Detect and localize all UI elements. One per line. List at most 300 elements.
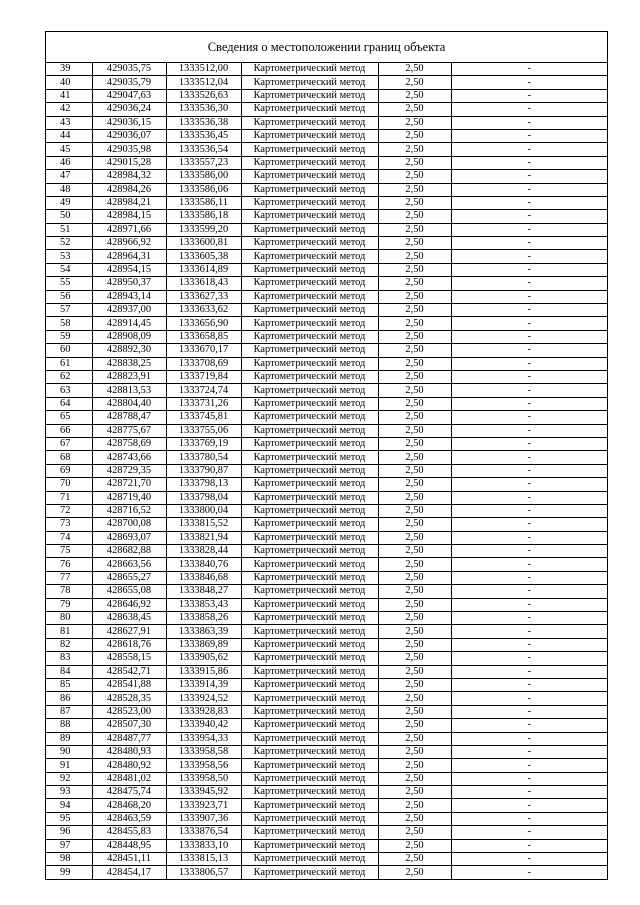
method-cell: Картометрический метод (241, 370, 378, 383)
y-coordinate-cell: 1333958,58 (166, 745, 241, 758)
x-coordinate-cell: 428454,17 (92, 866, 166, 879)
y-coordinate-cell: 1333614,89 (166, 263, 241, 276)
method-cell: Картометрический метод (241, 504, 378, 517)
x-coordinate-cell: 428480,92 (92, 759, 166, 772)
table-row (46, 652, 607, 665)
y-coordinate-cell: 1333800,04 (166, 504, 241, 517)
y-coordinate-cell: 1333769,19 (166, 437, 241, 450)
description-cell: - (451, 812, 607, 825)
point-number-cell: 72 (46, 504, 92, 517)
point-number-cell: 97 (46, 839, 92, 852)
x-coordinate-cell: 428966,92 (92, 237, 166, 250)
description-cell: - (451, 223, 607, 236)
description-cell: - (451, 290, 607, 303)
y-coordinate-cell: 1333876,54 (166, 826, 241, 839)
y-coordinate-cell: 1333780,54 (166, 451, 241, 464)
table-row (46, 866, 607, 879)
description-cell: - (451, 866, 607, 879)
table-row (46, 719, 607, 732)
table-row (46, 397, 607, 410)
accuracy-cell: 2,50 (378, 504, 451, 517)
point-number-cell: 77 (46, 571, 92, 584)
method-cell: Картометрический метод (241, 116, 378, 129)
method-cell: Картометрический метод (241, 129, 378, 142)
table-row (46, 531, 607, 544)
accuracy-cell: 2,50 (378, 665, 451, 678)
accuracy-cell: 2,50 (378, 478, 451, 491)
method-cell: Картометрический метод (241, 759, 378, 772)
method-cell: Картометрический метод (241, 451, 378, 464)
point-number-cell: 91 (46, 759, 92, 772)
description-cell: - (451, 491, 607, 504)
description-cell: - (451, 156, 607, 169)
description-cell: - (451, 665, 607, 678)
y-coordinate-cell: 1333670,17 (166, 344, 241, 357)
method-cell: Картометрический метод (241, 317, 378, 330)
method-cell: Картометрический метод (241, 558, 378, 571)
method-cell: Картометрический метод (241, 545, 378, 558)
description-cell: - (451, 638, 607, 651)
y-coordinate-cell: 1333815,52 (166, 518, 241, 531)
method-cell: Картометрический метод (241, 263, 378, 276)
description-cell: - (451, 571, 607, 584)
table-row (46, 665, 607, 678)
y-coordinate-cell: 1333828,44 (166, 545, 241, 558)
table-row (46, 518, 607, 531)
description-cell: - (451, 63, 607, 76)
method-cell: Картометрический метод (241, 799, 378, 812)
accuracy-cell: 2,50 (378, 719, 451, 732)
method-cell: Картометрический метод (241, 826, 378, 839)
table-row (46, 129, 607, 142)
table-row (46, 545, 607, 558)
method-cell: Картометрический метод (241, 665, 378, 678)
table-row (46, 250, 607, 263)
point-number-cell: 69 (46, 464, 92, 477)
method-cell: Картометрический метод (241, 89, 378, 102)
accuracy-cell: 2,50 (378, 143, 451, 156)
y-coordinate-cell: 1333536,38 (166, 116, 241, 129)
description-cell: - (451, 196, 607, 209)
method-cell: Картометрический метод (241, 786, 378, 799)
description-cell: - (451, 357, 607, 370)
description-cell: - (451, 210, 607, 223)
method-cell: Картометрический метод (241, 210, 378, 223)
point-number-cell: 41 (46, 89, 92, 102)
y-coordinate-cell: 1333745,81 (166, 411, 241, 424)
x-coordinate-cell: 428984,15 (92, 210, 166, 223)
x-coordinate-cell: 428892,30 (92, 344, 166, 357)
x-coordinate-cell: 428682,88 (92, 545, 166, 558)
accuracy-cell: 2,50 (378, 304, 451, 317)
table-row (46, 183, 607, 196)
method-cell: Картометрический метод (241, 424, 378, 437)
description-cell: - (451, 451, 607, 464)
accuracy-cell: 2,50 (378, 745, 451, 758)
method-cell: Картометрический метод (241, 839, 378, 852)
x-coordinate-cell: 428448,95 (92, 839, 166, 852)
accuracy-cell: 2,50 (378, 411, 451, 424)
description-cell: - (451, 652, 607, 665)
accuracy-cell: 2,50 (378, 464, 451, 477)
accuracy-cell: 2,50 (378, 384, 451, 397)
x-coordinate-cell: 428716,52 (92, 504, 166, 517)
y-coordinate-cell: 1333557,23 (166, 156, 241, 169)
x-coordinate-cell: 428663,56 (92, 558, 166, 571)
x-coordinate-cell: 428804,40 (92, 397, 166, 410)
x-coordinate-cell: 428523,00 (92, 705, 166, 718)
table-row (46, 223, 607, 236)
method-cell: Картометрический метод (241, 491, 378, 504)
accuracy-cell: 2,50 (378, 250, 451, 263)
method-cell: Картометрический метод (241, 290, 378, 303)
x-coordinate-cell: 429035,79 (92, 76, 166, 89)
accuracy-cell: 2,50 (378, 853, 451, 866)
point-number-cell: 87 (46, 705, 92, 718)
point-number-cell: 85 (46, 678, 92, 691)
point-number-cell: 89 (46, 732, 92, 745)
accuracy-cell: 2,50 (378, 866, 451, 879)
accuracy-cell: 2,50 (378, 437, 451, 450)
description-cell: - (451, 344, 607, 357)
method-cell: Картометрический метод (241, 143, 378, 156)
y-coordinate-cell: 1333633,62 (166, 304, 241, 317)
table-row (46, 156, 607, 169)
y-coordinate-cell: 1333863,39 (166, 625, 241, 638)
accuracy-cell: 2,50 (378, 223, 451, 236)
description-cell: - (451, 437, 607, 450)
y-coordinate-cell: 1333914,39 (166, 678, 241, 691)
accuracy-cell: 2,50 (378, 344, 451, 357)
y-coordinate-cell: 1333846,68 (166, 571, 241, 584)
y-coordinate-cell: 1333586,00 (166, 170, 241, 183)
y-coordinate-cell: 1333907,36 (166, 812, 241, 825)
accuracy-cell: 2,50 (378, 89, 451, 102)
x-coordinate-cell: 428655,27 (92, 571, 166, 584)
y-coordinate-cell: 1333586,11 (166, 196, 241, 209)
accuracy-cell: 2,50 (378, 317, 451, 330)
description-cell: - (451, 370, 607, 383)
table-row (46, 504, 607, 517)
x-coordinate-cell: 429036,15 (92, 116, 166, 129)
y-coordinate-cell: 1333755,06 (166, 424, 241, 437)
table-row (46, 571, 607, 584)
method-cell: Картометрический метод (241, 170, 378, 183)
y-coordinate-cell: 1333586,06 (166, 183, 241, 196)
table-row (46, 464, 607, 477)
x-coordinate-cell: 428743,66 (92, 451, 166, 464)
method-cell: Картометрический метод (241, 223, 378, 236)
table-row (46, 237, 607, 250)
table-row (46, 263, 607, 276)
x-coordinate-cell: 428638,45 (92, 612, 166, 625)
description-cell: - (451, 263, 607, 276)
table-row (46, 196, 607, 209)
point-number-cell: 73 (46, 518, 92, 531)
point-number-cell: 98 (46, 853, 92, 866)
x-coordinate-cell: 428542,71 (92, 665, 166, 678)
table-row (46, 478, 607, 491)
point-number-cell: 55 (46, 277, 92, 290)
accuracy-cell: 2,50 (378, 799, 451, 812)
x-coordinate-cell: 428729,35 (92, 464, 166, 477)
table-row (46, 357, 607, 370)
y-coordinate-cell: 1333924,52 (166, 692, 241, 705)
table-row (46, 437, 607, 450)
y-coordinate-cell: 1333840,76 (166, 558, 241, 571)
x-coordinate-cell: 428908,09 (92, 330, 166, 343)
point-number-cell: 81 (46, 625, 92, 638)
method-cell: Картометрический метод (241, 478, 378, 491)
table-row (46, 772, 607, 785)
method-cell: Картометрический метод (241, 531, 378, 544)
y-coordinate-cell: 1333512,00 (166, 63, 241, 76)
y-coordinate-cell: 1333853,43 (166, 598, 241, 611)
point-number-cell: 92 (46, 772, 92, 785)
y-coordinate-cell: 1333915,86 (166, 665, 241, 678)
x-coordinate-cell: 428455,83 (92, 826, 166, 839)
x-coordinate-cell: 429036,07 (92, 129, 166, 142)
x-coordinate-cell: 428719,40 (92, 491, 166, 504)
point-number-cell: 96 (46, 826, 92, 839)
x-coordinate-cell: 428475,74 (92, 786, 166, 799)
accuracy-cell: 2,50 (378, 839, 451, 852)
description-cell: - (451, 237, 607, 250)
point-number-cell: 47 (46, 170, 92, 183)
method-cell: Картометрический метод (241, 652, 378, 665)
table-body (46, 63, 607, 879)
table-row (46, 411, 607, 424)
x-coordinate-cell: 428558,15 (92, 652, 166, 665)
method-cell: Картометрический метод (241, 705, 378, 718)
x-coordinate-cell: 428655,08 (92, 585, 166, 598)
y-coordinate-cell: 1333536,45 (166, 129, 241, 142)
description-cell: - (451, 116, 607, 129)
accuracy-cell: 2,50 (378, 678, 451, 691)
table-row (46, 170, 607, 183)
accuracy-cell: 2,50 (378, 129, 451, 142)
x-coordinate-cell: 428468,20 (92, 799, 166, 812)
point-number-cell: 63 (46, 384, 92, 397)
method-cell: Картометрический метод (241, 598, 378, 611)
description-cell: - (451, 424, 607, 437)
accuracy-cell: 2,50 (378, 210, 451, 223)
description-cell: - (451, 545, 607, 558)
accuracy-cell: 2,50 (378, 290, 451, 303)
point-number-cell: 65 (46, 411, 92, 424)
method-cell: Картометрический метод (241, 732, 378, 745)
table-row (46, 344, 607, 357)
accuracy-cell: 2,50 (378, 518, 451, 531)
description-cell: - (451, 250, 607, 263)
x-coordinate-cell: 429047,63 (92, 89, 166, 102)
y-coordinate-cell: 1333512,04 (166, 76, 241, 89)
y-coordinate-cell: 1333724,74 (166, 384, 241, 397)
description-cell: - (451, 76, 607, 89)
x-coordinate-cell: 428984,32 (92, 170, 166, 183)
point-number-cell: 99 (46, 866, 92, 879)
point-number-cell: 94 (46, 799, 92, 812)
table-row (46, 103, 607, 116)
y-coordinate-cell: 1333605,38 (166, 250, 241, 263)
x-coordinate-cell: 428914,45 (92, 317, 166, 330)
description-cell: - (451, 732, 607, 745)
table-row (46, 812, 607, 825)
point-number-cell: 40 (46, 76, 92, 89)
description-cell: - (451, 531, 607, 544)
point-number-cell: 95 (46, 812, 92, 825)
y-coordinate-cell: 1333526,63 (166, 89, 241, 102)
point-number-cell: 86 (46, 692, 92, 705)
accuracy-cell: 2,50 (378, 424, 451, 437)
point-number-cell: 93 (46, 786, 92, 799)
point-number-cell: 61 (46, 357, 92, 370)
y-coordinate-cell: 1333627,33 (166, 290, 241, 303)
y-coordinate-cell: 1333658,85 (166, 330, 241, 343)
point-number-cell: 88 (46, 719, 92, 732)
accuracy-cell: 2,50 (378, 732, 451, 745)
y-coordinate-cell: 1333958,50 (166, 772, 241, 785)
method-cell: Картометрический метод (241, 76, 378, 89)
description-cell: - (451, 330, 607, 343)
method-cell: Картометрический метод (241, 638, 378, 651)
y-coordinate-cell: 1333833,10 (166, 839, 241, 852)
point-number-cell: 76 (46, 558, 92, 571)
description-cell: - (451, 625, 607, 638)
table-row (46, 745, 607, 758)
point-number-cell: 46 (46, 156, 92, 169)
point-number-cell: 56 (46, 290, 92, 303)
y-coordinate-cell: 1333940,42 (166, 719, 241, 732)
accuracy-cell: 2,50 (378, 759, 451, 772)
method-cell: Картометрический метод (241, 304, 378, 317)
description-cell: - (451, 558, 607, 571)
description-cell: - (451, 183, 607, 196)
accuracy-cell: 2,50 (378, 652, 451, 665)
method-cell: Картометрический метод (241, 571, 378, 584)
description-cell: - (451, 786, 607, 799)
method-cell: Картометрический метод (241, 411, 378, 424)
table-row (46, 598, 607, 611)
description-cell: - (451, 304, 607, 317)
x-coordinate-cell: 428954,15 (92, 263, 166, 276)
point-number-cell: 50 (46, 210, 92, 223)
accuracy-cell: 2,50 (378, 103, 451, 116)
method-cell: Картометрический метод (241, 812, 378, 825)
description-cell: - (451, 772, 607, 785)
y-coordinate-cell: 1333923,71 (166, 799, 241, 812)
table-row (46, 705, 607, 718)
x-coordinate-cell: 428838,25 (92, 357, 166, 370)
y-coordinate-cell: 1333848,27 (166, 585, 241, 598)
table-row (46, 558, 607, 571)
accuracy-cell: 2,50 (378, 451, 451, 464)
accuracy-cell: 2,50 (378, 263, 451, 276)
y-coordinate-cell: 1333599,20 (166, 223, 241, 236)
accuracy-cell: 2,50 (378, 491, 451, 504)
x-coordinate-cell: 428950,37 (92, 277, 166, 290)
table-row (46, 143, 607, 156)
description-cell: - (451, 397, 607, 410)
point-number-cell: 45 (46, 143, 92, 156)
x-coordinate-cell: 428481,02 (92, 772, 166, 785)
point-number-cell: 58 (46, 317, 92, 330)
method-cell: Картометрический метод (241, 156, 378, 169)
y-coordinate-cell: 1333536,54 (166, 143, 241, 156)
description-cell: - (451, 826, 607, 839)
table-row (46, 638, 607, 651)
method-cell: Картометрический метод (241, 250, 378, 263)
accuracy-cell: 2,50 (378, 156, 451, 169)
description-cell: - (451, 745, 607, 758)
description-cell: - (451, 478, 607, 491)
point-number-cell: 66 (46, 424, 92, 437)
method-cell: Картометрический метод (241, 518, 378, 531)
accuracy-cell: 2,50 (378, 812, 451, 825)
description-cell: - (451, 464, 607, 477)
point-number-cell: 68 (46, 451, 92, 464)
description-cell: - (451, 129, 607, 142)
x-coordinate-cell: 428528,35 (92, 692, 166, 705)
table-row (46, 732, 607, 745)
x-coordinate-cell: 428964,31 (92, 250, 166, 263)
accuracy-cell: 2,50 (378, 183, 451, 196)
y-coordinate-cell: 1333806,57 (166, 866, 241, 879)
table-row (46, 89, 607, 102)
method-cell: Картометрический метод (241, 384, 378, 397)
accuracy-cell: 2,50 (378, 170, 451, 183)
point-number-cell: 84 (46, 665, 92, 678)
table-row (46, 612, 607, 625)
y-coordinate-cell: 1333708,69 (166, 357, 241, 370)
accuracy-cell: 2,50 (378, 826, 451, 839)
x-coordinate-cell: 429035,75 (92, 63, 166, 76)
accuracy-cell: 2,50 (378, 571, 451, 584)
accuracy-cell: 2,50 (378, 705, 451, 718)
y-coordinate-cell: 1333536,30 (166, 103, 241, 116)
table-row (46, 277, 607, 290)
method-cell: Картометрический метод (241, 330, 378, 343)
accuracy-cell: 2,50 (378, 237, 451, 250)
table-row (46, 799, 607, 812)
x-coordinate-cell: 429036,24 (92, 103, 166, 116)
accuracy-cell: 2,50 (378, 531, 451, 544)
page-title: Сведения о местоположении границ объекта (46, 32, 607, 63)
table-row (46, 370, 607, 383)
method-cell: Картометрический метод (241, 277, 378, 290)
point-number-cell: 82 (46, 638, 92, 651)
x-coordinate-cell: 428700,08 (92, 518, 166, 531)
y-coordinate-cell: 1333798,04 (166, 491, 241, 504)
x-coordinate-cell: 428541,88 (92, 678, 166, 691)
accuracy-cell: 2,50 (378, 786, 451, 799)
table-row (46, 330, 607, 343)
method-cell: Картометрический метод (241, 183, 378, 196)
method-cell: Картометрический метод (241, 464, 378, 477)
x-coordinate-cell: 428937,00 (92, 304, 166, 317)
method-cell: Картометрический метод (241, 63, 378, 76)
x-coordinate-cell: 428480,93 (92, 745, 166, 758)
point-number-cell: 51 (46, 223, 92, 236)
x-coordinate-cell: 428463,59 (92, 812, 166, 825)
accuracy-cell: 2,50 (378, 585, 451, 598)
description-cell: - (451, 705, 607, 718)
description-cell: - (451, 853, 607, 866)
point-number-cell: 62 (46, 370, 92, 383)
accuracy-cell: 2,50 (378, 63, 451, 76)
x-coordinate-cell: 429015,28 (92, 156, 166, 169)
x-coordinate-cell: 428618,76 (92, 638, 166, 651)
